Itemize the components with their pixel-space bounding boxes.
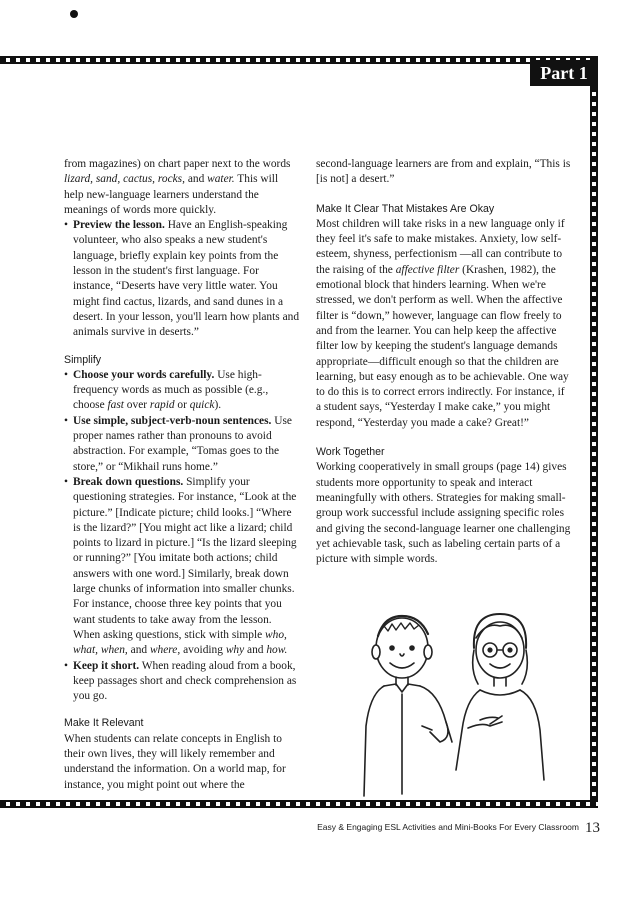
right-checker-border (590, 56, 598, 808)
right-column (316, 157, 572, 567)
simplify-list (64, 368, 300, 705)
heading-work-together: Work Together (316, 446, 385, 459)
together-paragraph: Working cooperatively in small groups (page 14) gives students more opportunity to speak and interact meaningfully with others. Strategies for making small-group work successful include assigning specific roles and giving the second-language learner one challenging yet achievable task, such as labeling certain parts of a picture with simple words. (316, 461, 571, 566)
preview-list (64, 218, 300, 340)
continued-paragraph: second-language learners are from and explain, “This is [is not] a desert.” (316, 158, 571, 186)
left-column (64, 157, 300, 793)
list-item-preview: • Preview the lesson. Have an English-speaking volunteer, who also speaks a new student's language, briefly explain key points from the lesson in the student's first language. For instance, “Deserts have very little water. You might find cactus, lizards, and sand dunes in a desert. In your lesson, you'll learn how plants and animals survive in deserts.” (64, 218, 300, 340)
footer-book-title: Easy & Engaging ESL Activities and Mini-Books For Every Classroom (317, 822, 579, 832)
heading-simplify: Simplify (64, 353, 102, 366)
children-illustration (340, 598, 560, 798)
heading-mistakes-okay: Make It Clear That Mistakes Are Okay (316, 202, 495, 215)
bottom-checker-border (0, 800, 598, 808)
page-number: 13 (585, 820, 600, 836)
list-item-keep-short: • Keep it short. When reading aloud from a book, keep passages short and check comprehension as you go. (64, 659, 300, 705)
bullet-mark (70, 10, 78, 18)
list-item-simple-sentences: • Use simple, subject-verb-noun sentences. Use proper names rather than pronouns to avoid abstraction. For example, “Tomas goes to the store,” or “Mikhail runs home.” (64, 414, 300, 475)
intro-paragraph: from magazines) on chart paper next to the words lizard, sand, cactus, rocks, and water. This will help new-language learners understand the meanings of words more quickly. (64, 158, 291, 216)
heading-make-relevant: Make It Relevant (64, 717, 144, 730)
top-checker-border (0, 56, 598, 64)
list-item-break-down: • Break down questions. Simplify your questioning strategies. For instance, “Look at the picture.” [Indicate picture; child looks.] “Where is the lizard?” [You might act like a lizard; child points to lizard in picture.] “Is the lizard sleeping or running?” [You imitate both actions; child answers with one word.] Similarly, break down large chunks of information into smaller chunks. For instance, choose three key points that you want students to take away from the lesson. When asking questions, stick with simple who, what, when, and where, avoiding why and how. (64, 475, 300, 659)
relevant-paragraph: When students can relate concepts in English to their own lives, they will likely remember and understand the information. On a world map, for instance, you might point out where the (64, 732, 286, 791)
footer (300, 820, 600, 837)
part-tab: Part 1 (530, 60, 598, 86)
list-item-choose-words: • Choose your words carefully. Use high-frequency words as much as possible (e.g., choose fast over rapid or quick). (64, 368, 300, 414)
mistakes-paragraph: Most children will take risks in a new language only if they feel it's safe to make mistakes. Anxiety, low self-esteem, shyness, perfectionism —all can contribute to the raising of the affective filter (Krashen, 1982), the emotional block that hinders learning. When we're stressed, we don't perform as well. When the affective filter is “down,” however, language can flow freely to and from the learner. You can help keep the affective filter low by keeping the student's language demands appropriate—difficult enough so that the children are learning, but easy enough as to be achievable. One way to do this is to correct errors indirectly. For instance, if a student says, “Yesterday I make cake,” you might respond, “Yesterday you made a cake? Great!” (316, 217, 569, 429)
